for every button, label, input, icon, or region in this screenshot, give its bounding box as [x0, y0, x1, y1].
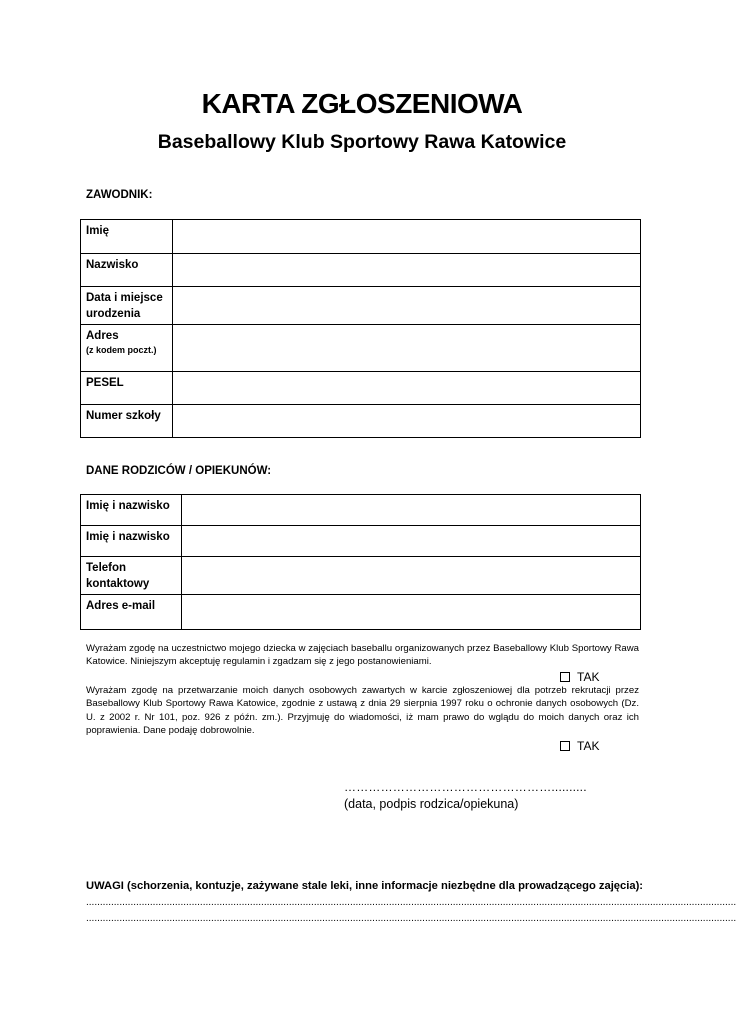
birth-cell: [173, 287, 641, 325]
last-name-cell: [173, 254, 641, 287]
address-cell: [173, 325, 641, 372]
parents-section-label: DANE RODZICÓW / OPIEKUNÓW:: [86, 465, 272, 477]
signature-line: ……………………………………………..........: [344, 780, 587, 794]
field-label: Imię i nazwisko: [81, 526, 182, 557]
consent-text-data-processing: Wyrażam zgodę na przetwarzanie moich danych osobowych zawartych w karcie zgłoszeniowej dla potrzeb rekrutacji przez Baseballowy Klub Sportowy Rawa Katowice, zgodnie z ustawą z dnia 29 sierpnia 1997 roku o ochronie danych osobowych (Dz. U. z 2002 r. Nr 101, poz. 926 z późn. zm.). Przyjmuję do wiadomości, iż mam prawo do wglądu do moich danych oraz ich poprawienia. Dane podaję dobrowolnie.: [86, 685, 639, 737]
school-number-input[interactable]: [173, 405, 640, 423]
remarks-line-1[interactable]: ..........................................................................................................................................................................................................................................: [86, 897, 736, 908]
form-row-parent1: [81, 495, 641, 526]
first-name-input[interactable]: [173, 220, 640, 238]
form-row-parent2: [81, 526, 641, 557]
first-name-cell: [173, 220, 641, 254]
school-cell: [173, 405, 641, 438]
pesel-input[interactable]: [173, 372, 640, 390]
page-title: KARTA ZGŁOSZENIOWA: [201, 88, 523, 119]
field-label: Data i miejsce urodzenia: [81, 287, 173, 325]
address-label-cell: [81, 325, 173, 372]
field-label: Imię i nazwisko: [81, 495, 182, 526]
form-row-school: [81, 405, 641, 438]
last-name-input[interactable]: [173, 254, 640, 272]
parent1-cell: [182, 495, 641, 526]
checkbox-label: TAK: [577, 670, 600, 684]
form-row-last-name: [81, 254, 641, 287]
parent2-cell: [182, 526, 641, 557]
field-label: Numer szkoły: [81, 405, 173, 438]
email-input[interactable]: [182, 595, 640, 613]
parent1-name-input[interactable]: [182, 495, 640, 513]
field-label: Adres: [86, 330, 119, 342]
player-form-table: [80, 219, 641, 438]
consent-text-participation: Wyrażam zgodę na uczestnictwo mojego dziecka w zajęciach baseballu organizowanych przez Baseballowy Klub Sportowy Rawa Katowice. Niniejszym akceptuję regulamin i zgadzam się z jego postanowieniami.: [86, 643, 639, 668]
checkbox-icon: [560, 672, 570, 682]
player-section-label: ZAWODNIK:: [86, 189, 153, 201]
form-row-birth: [81, 287, 641, 325]
field-label: PESEL: [81, 372, 173, 405]
pesel-cell: [173, 372, 641, 405]
checkbox-label: TAK: [577, 739, 600, 753]
field-label: Telefon kontaktowy: [81, 557, 182, 595]
birth-date-place-input[interactable]: [173, 287, 640, 305]
checkbox-icon: [560, 741, 570, 751]
field-label: Imię: [81, 220, 173, 254]
form-row-email: [81, 595, 641, 630]
phone-input[interactable]: [182, 557, 640, 575]
consent-participation-checkbox[interactable]: [560, 670, 599, 684]
form-row-pesel: [81, 372, 641, 405]
parent2-name-input[interactable]: [182, 526, 640, 544]
form-row-phone: [81, 557, 641, 595]
remarks-line-2[interactable]: ..........................................................................................................................................................................................................................................: [86, 913, 736, 924]
consent-data-checkbox[interactable]: [560, 739, 599, 753]
field-label: Adres e-mail: [81, 595, 182, 630]
signature-label: (data, podpis rodzica/opiekuna): [344, 797, 519, 811]
form-row-first-name: [81, 220, 641, 254]
field-label: Nazwisko: [81, 254, 173, 287]
parents-form-table: [80, 494, 641, 630]
address-input[interactable]: [173, 325, 640, 343]
field-sublabel: (z kodem poczt.): [86, 345, 157, 355]
email-cell: [182, 595, 641, 630]
phone-cell: [182, 557, 641, 595]
page-subtitle: Baseballowy Klub Sportowy Rawa Katowice: [157, 131, 567, 153]
remarks-title: UWAGI (schorzenia, kontuzje, zażywane stale leki, inne informacje niezbędne dla prowadzącego zajęcia):: [86, 880, 644, 892]
form-row-address: [81, 325, 641, 372]
